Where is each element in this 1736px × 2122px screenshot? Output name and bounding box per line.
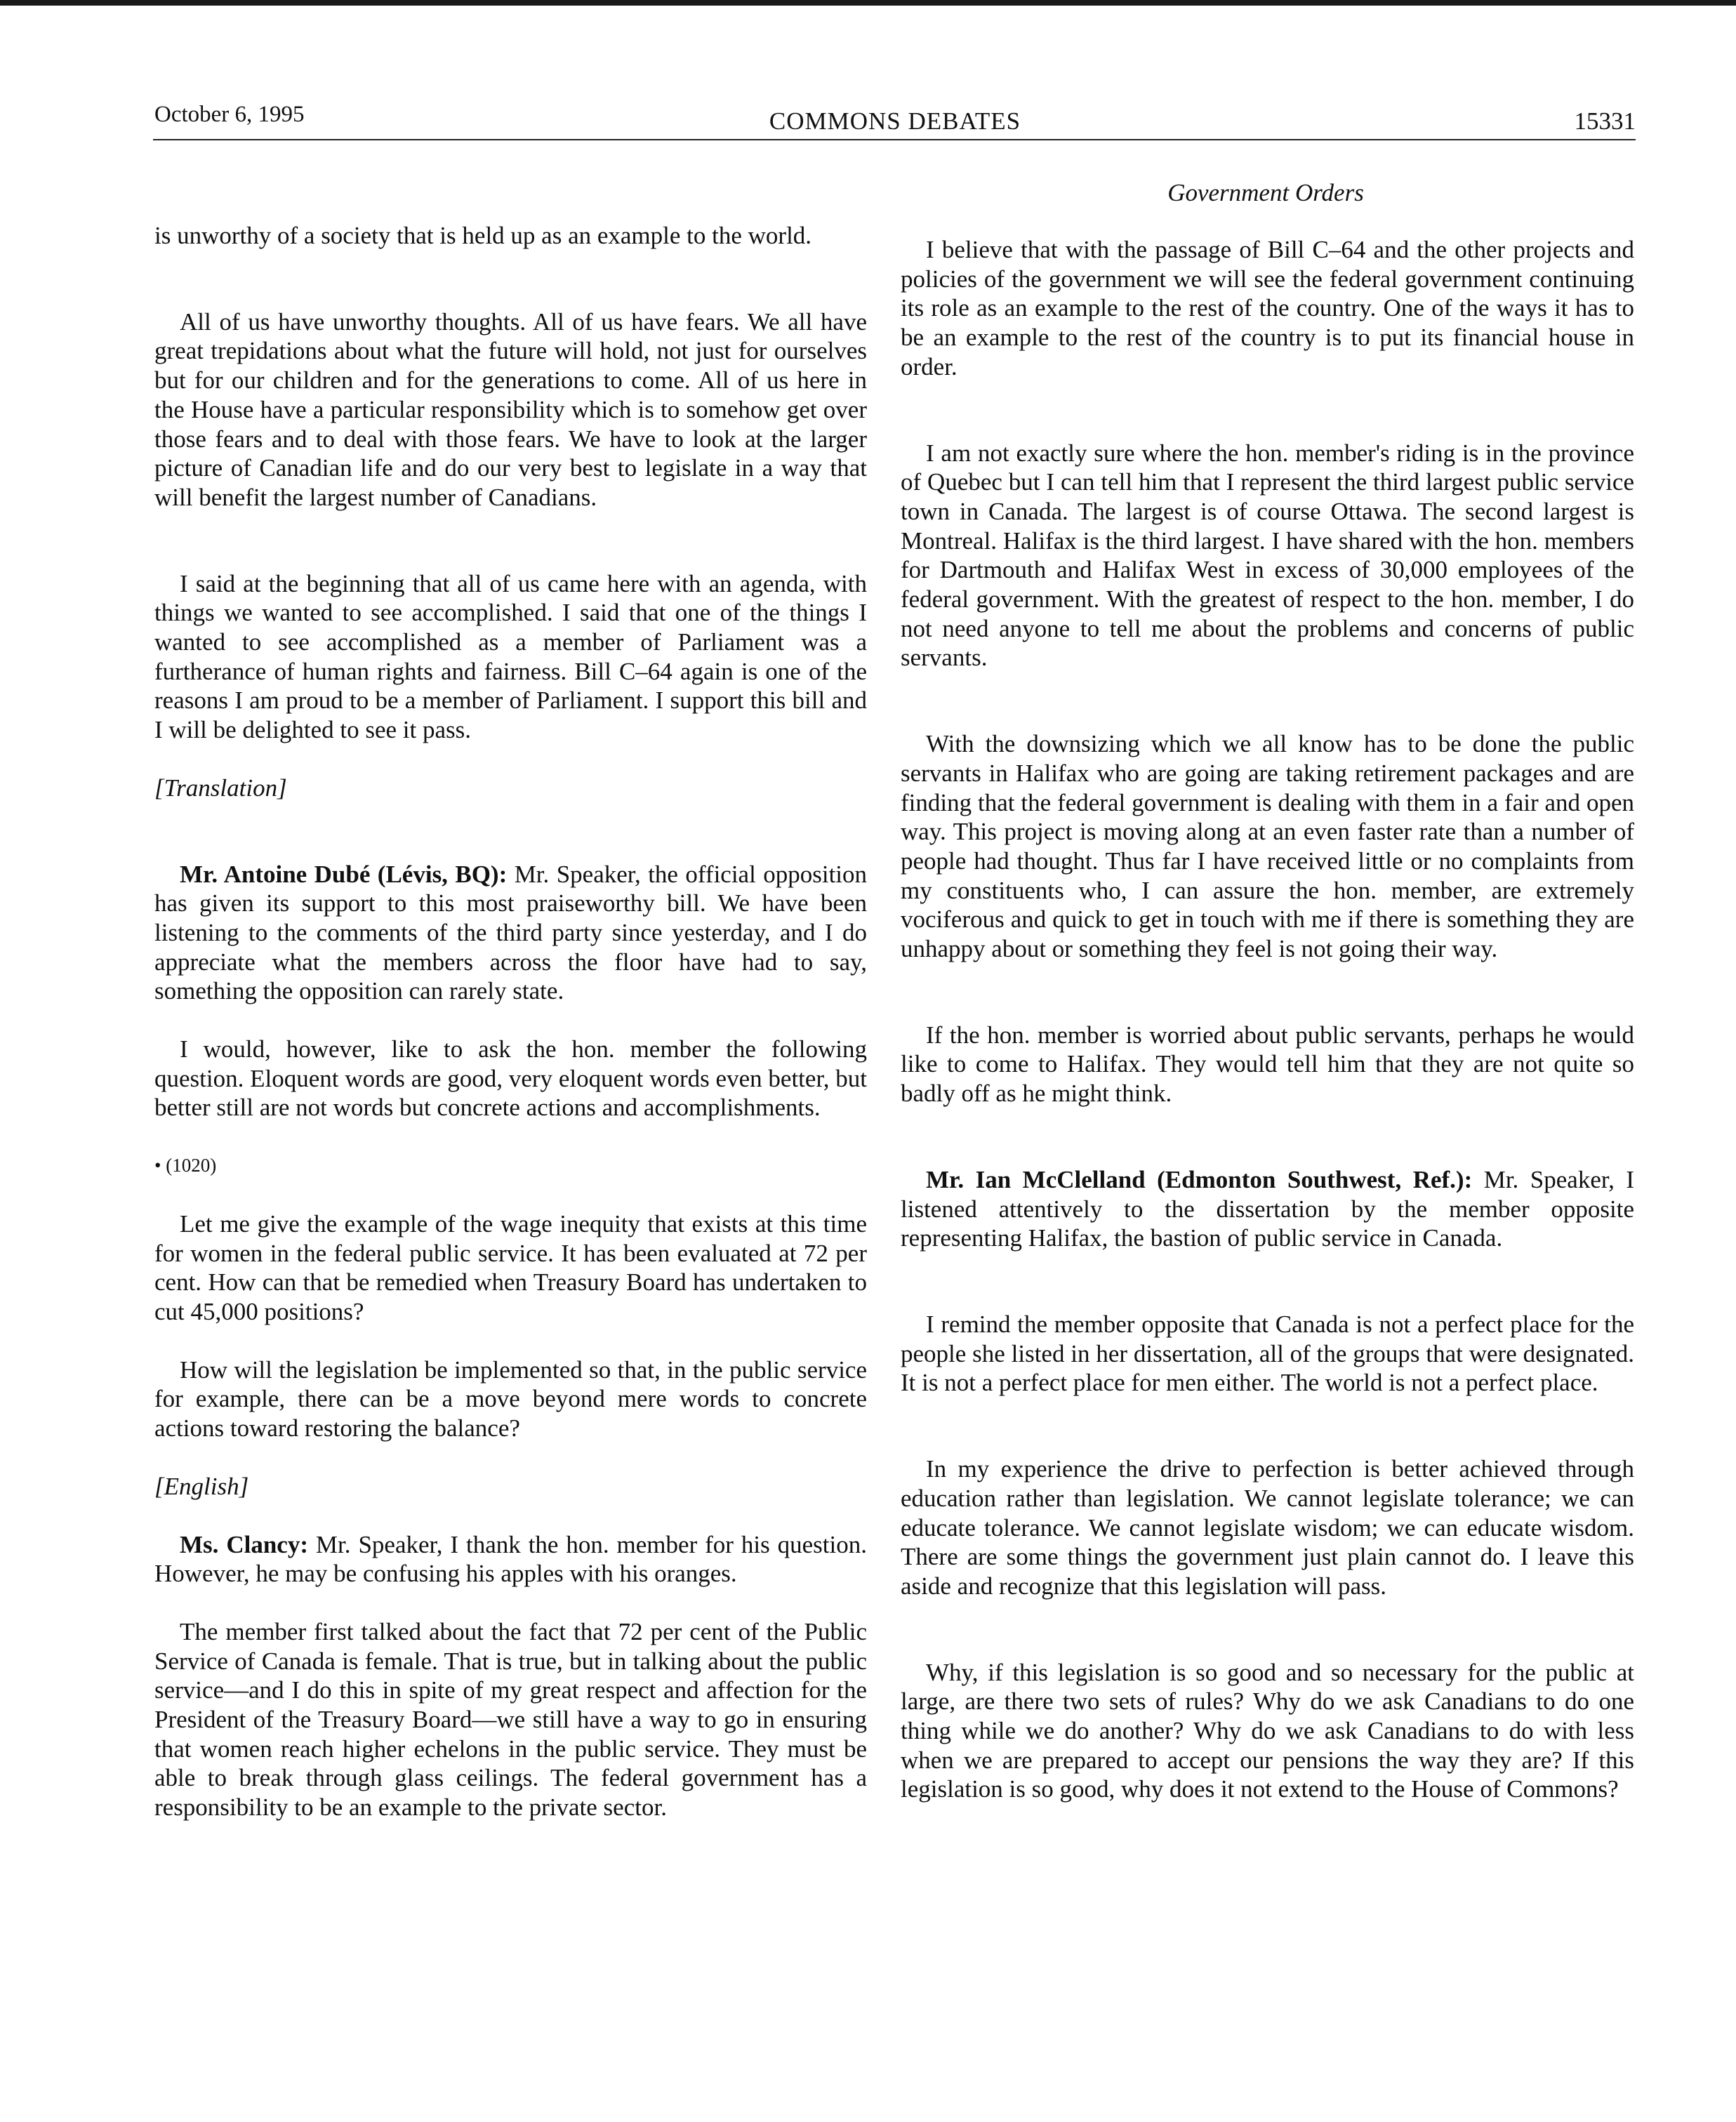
speaker-name: Mr. Antoine Dubé (Lévis, BQ): (180, 860, 508, 888)
paragraph: I remind the member opposite that Canada is not a perfect place for the people she listed in her dissertation, all of the groups that were designated. It is not a perfect place for men either. The world is not a perfect place. (901, 1310, 1634, 1397)
speech-text: Mr. Speaker, I listened attentively to the dissertation by the member opposite representing Halifax, the bastion of public service in Canada. (901, 1165, 1634, 1252)
paragraph: I am not exactly sure where the hon. member's riding is in the province of Quebec but I can tell him that I represent the third largest public service town in Canada. The largest is of course Ottawa. The second largest is Montreal. Halifax is the third largest. I have shared with the hon. members for Dartmouth and Halifax West in excess of 30,000 employees of the federal government. With the greatest of respect to the hon. member, I do not need anyone to tell me about the problems and concerns of public servants. (901, 439, 1634, 672)
speaker-name: Mr. Ian McClelland (Edmonton Southwest, Ref.): (926, 1165, 1473, 1193)
speech-text: Mr. Speaker, I thank the hon. member for his question. However, he may be confusing his apples with his oranges. (154, 1530, 868, 1588)
header-title: COMMONS DEBATES (769, 107, 1021, 135)
paragraph: If the hon. member is worried about public servants, perhaps he would like to come to Halifax. They would tell him that they are not quite so badly off as he might think. (901, 1021, 1634, 1108)
header-rule (153, 139, 1636, 140)
header-date: October 6, 1995 (154, 102, 305, 127)
paragraph: The member first talked about the fact that 72 per cent of the Public Service of Canada is female. That is true, but in talking about the public service—and I do this in spite of my great respect and affection for the President of the Treasury Board—we still have a way to go in ensuring that women reach higher echelons in the public service. They must be able to break through glass ceilings. The federal government has a responsibility to be an example to the private sector. (154, 1617, 867, 1822)
paragraph: is unworthy of a society that is held up as an example to the world. (154, 222, 812, 249)
top-border-rule (0, 0, 1736, 6)
paragraph: All of us have unworthy thoughts. All of us have fears. We all have great trepidations about what the future will hold, not just for ourselves but for our children and for the generations to come. All of us here in the House have a particular responsibility which is to somehow get over those fears and to deal with those fears. We have to look at the larger picture of Canadian life and do our very best to legislate in a way that will benefit the largest number of Canadians. (154, 307, 867, 511)
language-marker: [English] (154, 1472, 249, 1500)
paragraph: In my experience the drive to perfection is better achieved through education rather than legislation. We cannot legislate tolerance; we can educate tolerance. We cannot legislate wisdom; we can educate wisdom. There are some things the government just plain cannot do. I leave this aside and recognize that this legislation will pass. (901, 1455, 1634, 1600)
paragraph (154, 860, 867, 1007)
language-marker: [Translation] (154, 774, 287, 802)
paragraph: I said at the beginning that all of us came here with an agenda, with things we wanted to see accomplished. I said that one of the things I wanted to see accomplished as a member of Parliament was a furtherance of human rights and fairness. Bill C–64 again is one of the reasons I am proud to be a member of Parliament. I support this bill and I will be delighted to see it pass. (154, 569, 867, 744)
section-label: Government Orders (1167, 179, 1364, 206)
right-column (901, 235, 1634, 1833)
paragraph (154, 1530, 867, 1589)
speech-text: Mr. Speaker, the official opposition has given its support to this most praiseworthy bill. We have been listening to the comments of the third party since yesterday, and I do appreciate what the members across the floor have had to say, something the opposition can rarely state. (154, 860, 868, 1005)
time-marker: • (1020) (154, 1155, 217, 1176)
paragraph: I would, however, like to ask the hon. member the following question. Eloquent words are good, very eloquent words even better, but better still are not words but concrete actions and accomplishments. (154, 1035, 867, 1122)
paragraph: How will the legislation be implemented so that, in the public service for example, there can be a move beyond mere words to concrete actions toward restoring the balance? (154, 1355, 867, 1443)
speaker-name: Ms. Clancy: (180, 1530, 308, 1558)
paragraph: I believe that with the passage of Bill C–64 and the other projects and policies of the government we will see the federal government continuing its role as an example to the rest of the country. One of the ways it has to be an example to the rest of the country is to put its financial house in order. (901, 236, 1634, 380)
paragraph: Why, if this legislation is so good and so necessary for the public at large, are there two sets of rules? Why do we ask Canadians to do one thing while we do another? Why do we ask Canadians to do with less when we are prepared to accept our pensions the way they are? If this legislation is so good, why does it not extend to the House of Commons? (901, 1658, 1634, 1803)
paragraph: Let me give the example of the wage inequity that exists at this time for women in the federal public service. It has been evaluated at 72 per cent. How can that be remedied when Treasury Board has undertaken to cut 45,000 positions? (154, 1209, 867, 1325)
page-header (154, 95, 1636, 144)
header-page-number: 15331 (1574, 107, 1636, 135)
paragraph: With the downsizing which we all know has to be done the public servants in Halifax who are going are taking retirement packages and are finding that the federal government is dealing with them in a fair and open way. This project is moving along at an even faster rate than a number of people had thought. Thus far I have received little or no complaints from my constituents who, I can assure the hon. member, are extremely vociferous and quick to get in touch with me if there is something they are unhappy about or something they feel is not going their way. (901, 730, 1634, 963)
left-column (154, 221, 867, 1851)
paragraph (901, 1165, 1634, 1253)
